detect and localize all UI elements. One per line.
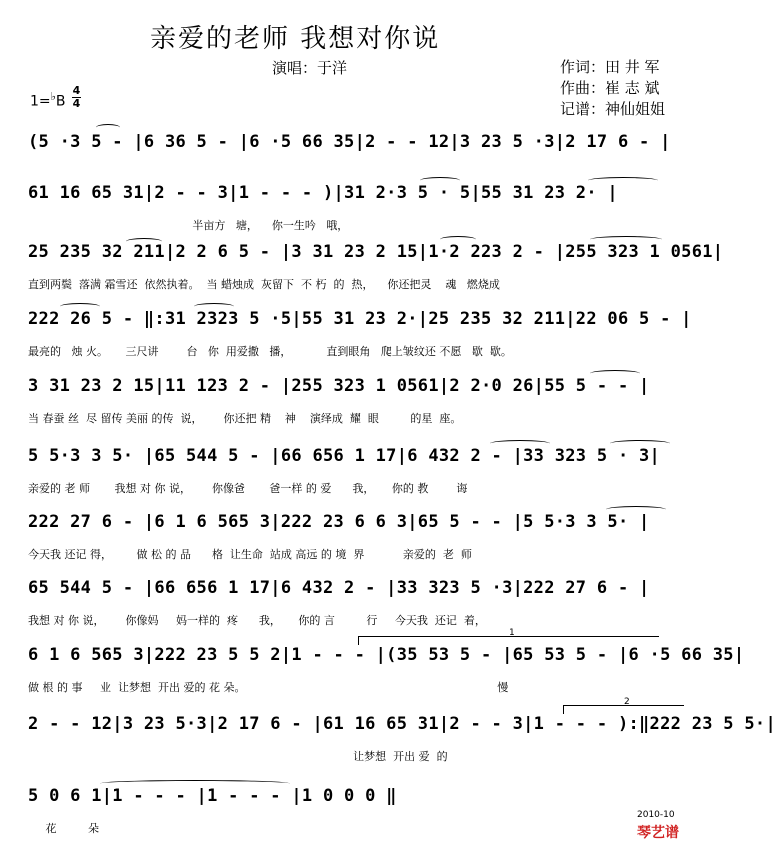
second-ending-number: 2 [624,697,630,707]
slur-mark [420,177,460,184]
slur-mark [606,506,666,513]
key-note: B [55,93,66,110]
slur-mark [440,236,476,243]
key-prefix: 1= [30,93,51,110]
time-top: 4 [72,84,81,97]
time-bottom: 4 [72,97,81,110]
flat-sign: ♭ [50,90,56,103]
notation-line: 65 544 5 - |66 656 1 17|6 432 2 - |33 323 5 ·3|222 27 6 - | [28,578,650,598]
slur-mark [60,303,100,310]
lyric-line: 亲爱的 老 师 我想 对 你 说， 你像爸 爸一样 的 爱 我， 你的 教 诲 [28,482,468,495]
slur-mark [100,780,290,787]
notation-line: 25 235 32 211|2 2 6 5 - |3 31 23 2 15|1·2 223 2 - |255 323 1 0561| [28,242,724,262]
key-signature [30,90,65,110]
lyric-line: 做 根 的 事 业 让梦想 开出 爱的 花 朵。 慢 [28,681,509,694]
notation-line: 222 27 6 - |6 1 6 565 3|222 23 6 6 3|65 5 - - |5 5·3 3 5· | [28,512,650,532]
lyric-line: 我想 对 你 说， 你像妈 妈一样的 疼 我， 你的 言 行 今天我 还记 着， [28,614,486,627]
lyric-line: 花 朵 [28,822,99,835]
notation-line: 5 5·3 3 5· |65 544 5 - |66 656 1 17|6 432 2 - |33 323 5 · 3| [28,446,661,466]
first-ending-bracket [358,628,659,645]
site-logo: 琴艺谱 [637,825,679,841]
slur-mark [96,124,120,131]
lyric-line: 半亩方 塘， 你一生吟 哦， [28,219,349,232]
lyricist-credit: 作词：田 井 军 [560,58,660,76]
notation-line: 222 26 5 - ‖:31 2323 5 ·5|55 31 23 2·|25 235 32 211|22 06 5 - | [28,309,692,329]
notation-line: 3 31 23 2 15|11 123 2 - |255 323 1 0561|2 2·0 26|55 5 - - | [28,376,650,396]
composer-credit: 作曲：崔 志 斌 [560,79,660,97]
lyric-line: 让梦想 开出 爱 的 [28,750,448,763]
notation-line: 2 - - 12|3 23 5·3|2 17 6 - |61 16 65 31|2 - - 3|1 - - - ):‖222 23 5 5·| [28,714,776,734]
song-title: 亲爱的老师 我想对你说 [150,24,441,54]
slur-mark [590,236,662,243]
slur-mark [490,440,550,447]
lyric-line: 最亮的 烛 火。 三尺讲 台 你 用爱撒 播， 直到眼角 爬上皱纹还 不愿 歇 歇。 [28,345,512,358]
slur-mark [610,440,670,447]
lyric-line: 当 春蚕 丝 尽 留传 美丽 的传 说， 你还把 精 神 演绎成 耀 眼 的星 座。 [28,412,462,425]
notation-line: 5 0 6 1|1 - - - |1 - - - |1 0 0 0 ‖ [28,786,397,806]
notation-line: 6 1 6 565 3|222 23 5 5 2|1 - - - |(35 53 5 - |65 53 5 - |6 ·5 66 35| [28,645,745,665]
first-ending-number: 1 [509,628,515,638]
slur-mark [194,303,234,310]
slur-mark [126,238,162,245]
credits-block [560,57,665,120]
lyric-line: 今天我 还记 得， 做 松 的 品 格 让生命 站成 高远 的 境 界 亲爱的 老 师 [28,548,472,561]
date-stamp: 2010-10 [637,810,675,820]
slur-mark [588,177,658,184]
notation-line: 61 16 65 31|2 - - 3|1 - - - )|31 2·3 5 · 5|55 31 23 2· | [28,183,618,203]
transcriber-credit: 记谱：神仙姐姐 [560,100,666,118]
notation-line: (5 ·3 5 - |6 36 5 - |6 ·5 66 35|2 - - 12|3 23 5 ·3|2 17 6 - | [28,132,671,152]
slur-mark [590,370,640,377]
lyric-line: 直到两鬓 落满 霜雪还 依然执着。 当 蜡烛成 灰留下 不 朽 的 热， 你还把灵 魂 燃烧成 [28,278,500,291]
singer-credit: 演唱：于洋 [272,59,348,77]
time-signature [72,86,81,109]
second-ending-bracket [563,697,684,714]
